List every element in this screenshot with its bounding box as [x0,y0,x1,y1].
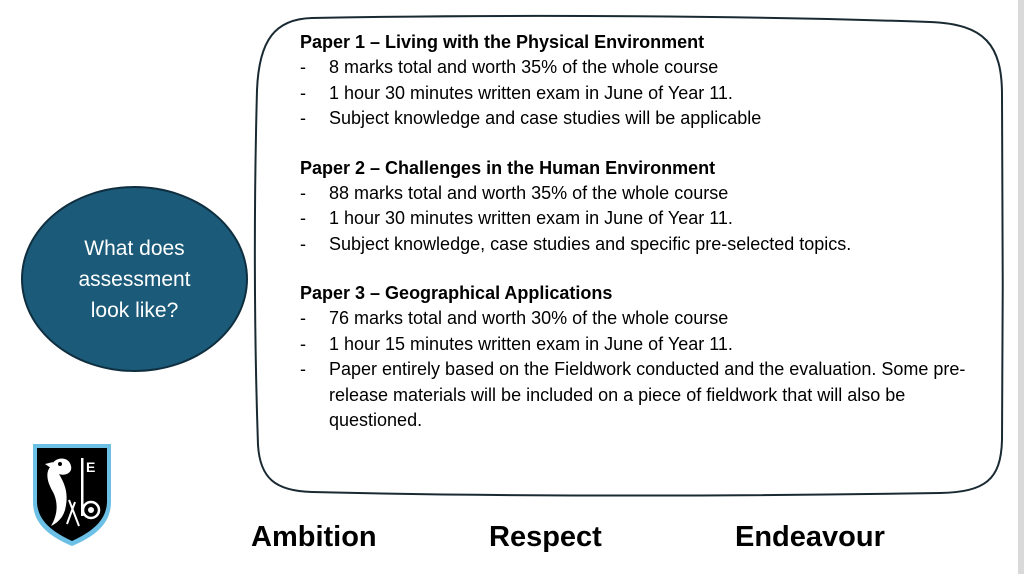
bullet-text: 1 hour 30 minutes written exam in June of Year 11. [329,208,733,228]
paper-bullets [300,55,1000,132]
list-item [300,81,1000,107]
bullet-dash: - [300,82,306,103]
list-item [300,306,1000,332]
bullet-dash: - [300,308,306,328]
bullet-dash: - [300,333,306,354]
list-item [300,55,1000,81]
paper-bullets [300,306,1000,434]
list-item [300,357,1000,434]
paper-section [300,156,1000,258]
value-endeavour: Endeavour [735,521,885,553]
bullet-text: 1 hour 15 minutes written exam in June of Year 11. [329,333,733,354]
list-item [300,332,1000,358]
bullet-text: Subject knowledge, case studies and specific pre-selected topics. [329,233,852,254]
paper-title: Paper 3 – Geographical Applications [300,283,613,303]
bullet-text: 8 marks total and worth 35% of the whole course [329,57,719,77]
bullet-text: 88 marks total and worth 35% of the whole course [329,182,729,203]
bullet-dash: - [300,359,306,379]
bullet-text: 1 hour 30 minutes written exam in June of Year 11. [329,82,733,103]
list-item [300,206,1000,232]
paper-section [300,30,1000,132]
bullet-dash: - [300,233,306,254]
paper-title: Paper 2 – Challenges in the Human Environment [300,157,716,178]
paper-section [300,281,1000,434]
bullet-dash: - [300,208,306,228]
list-item [300,106,1000,132]
papers-list [300,30,1000,458]
school-crest-icon [29,440,115,548]
bullet-text: Paper entirely based on the Fieldwork conducted and the evaluation. Some pre-release materials will be included on a piece of fieldwork that will also be questioned. [329,359,966,430]
bullet-dash: - [300,57,306,77]
crest-letter: E [86,459,96,475]
value-respect: Respect [489,521,602,553]
bullet-dash: - [300,182,306,203]
list-item [300,181,1000,207]
bullet-text: 76 marks total and worth 30% of the whole course [329,308,729,328]
bullet-text: Subject knowledge and case studies will be applicable [329,108,762,128]
paper-bullets [300,181,1000,258]
list-item [300,232,1000,258]
value-ambition: Ambition [251,521,377,553]
bullet-dash: - [300,108,306,128]
circle-label: What does assessment look like? [78,236,191,322]
assessment-circle [21,186,248,372]
paper-title: Paper 1 – Living with the Physical Environment [300,32,705,52]
